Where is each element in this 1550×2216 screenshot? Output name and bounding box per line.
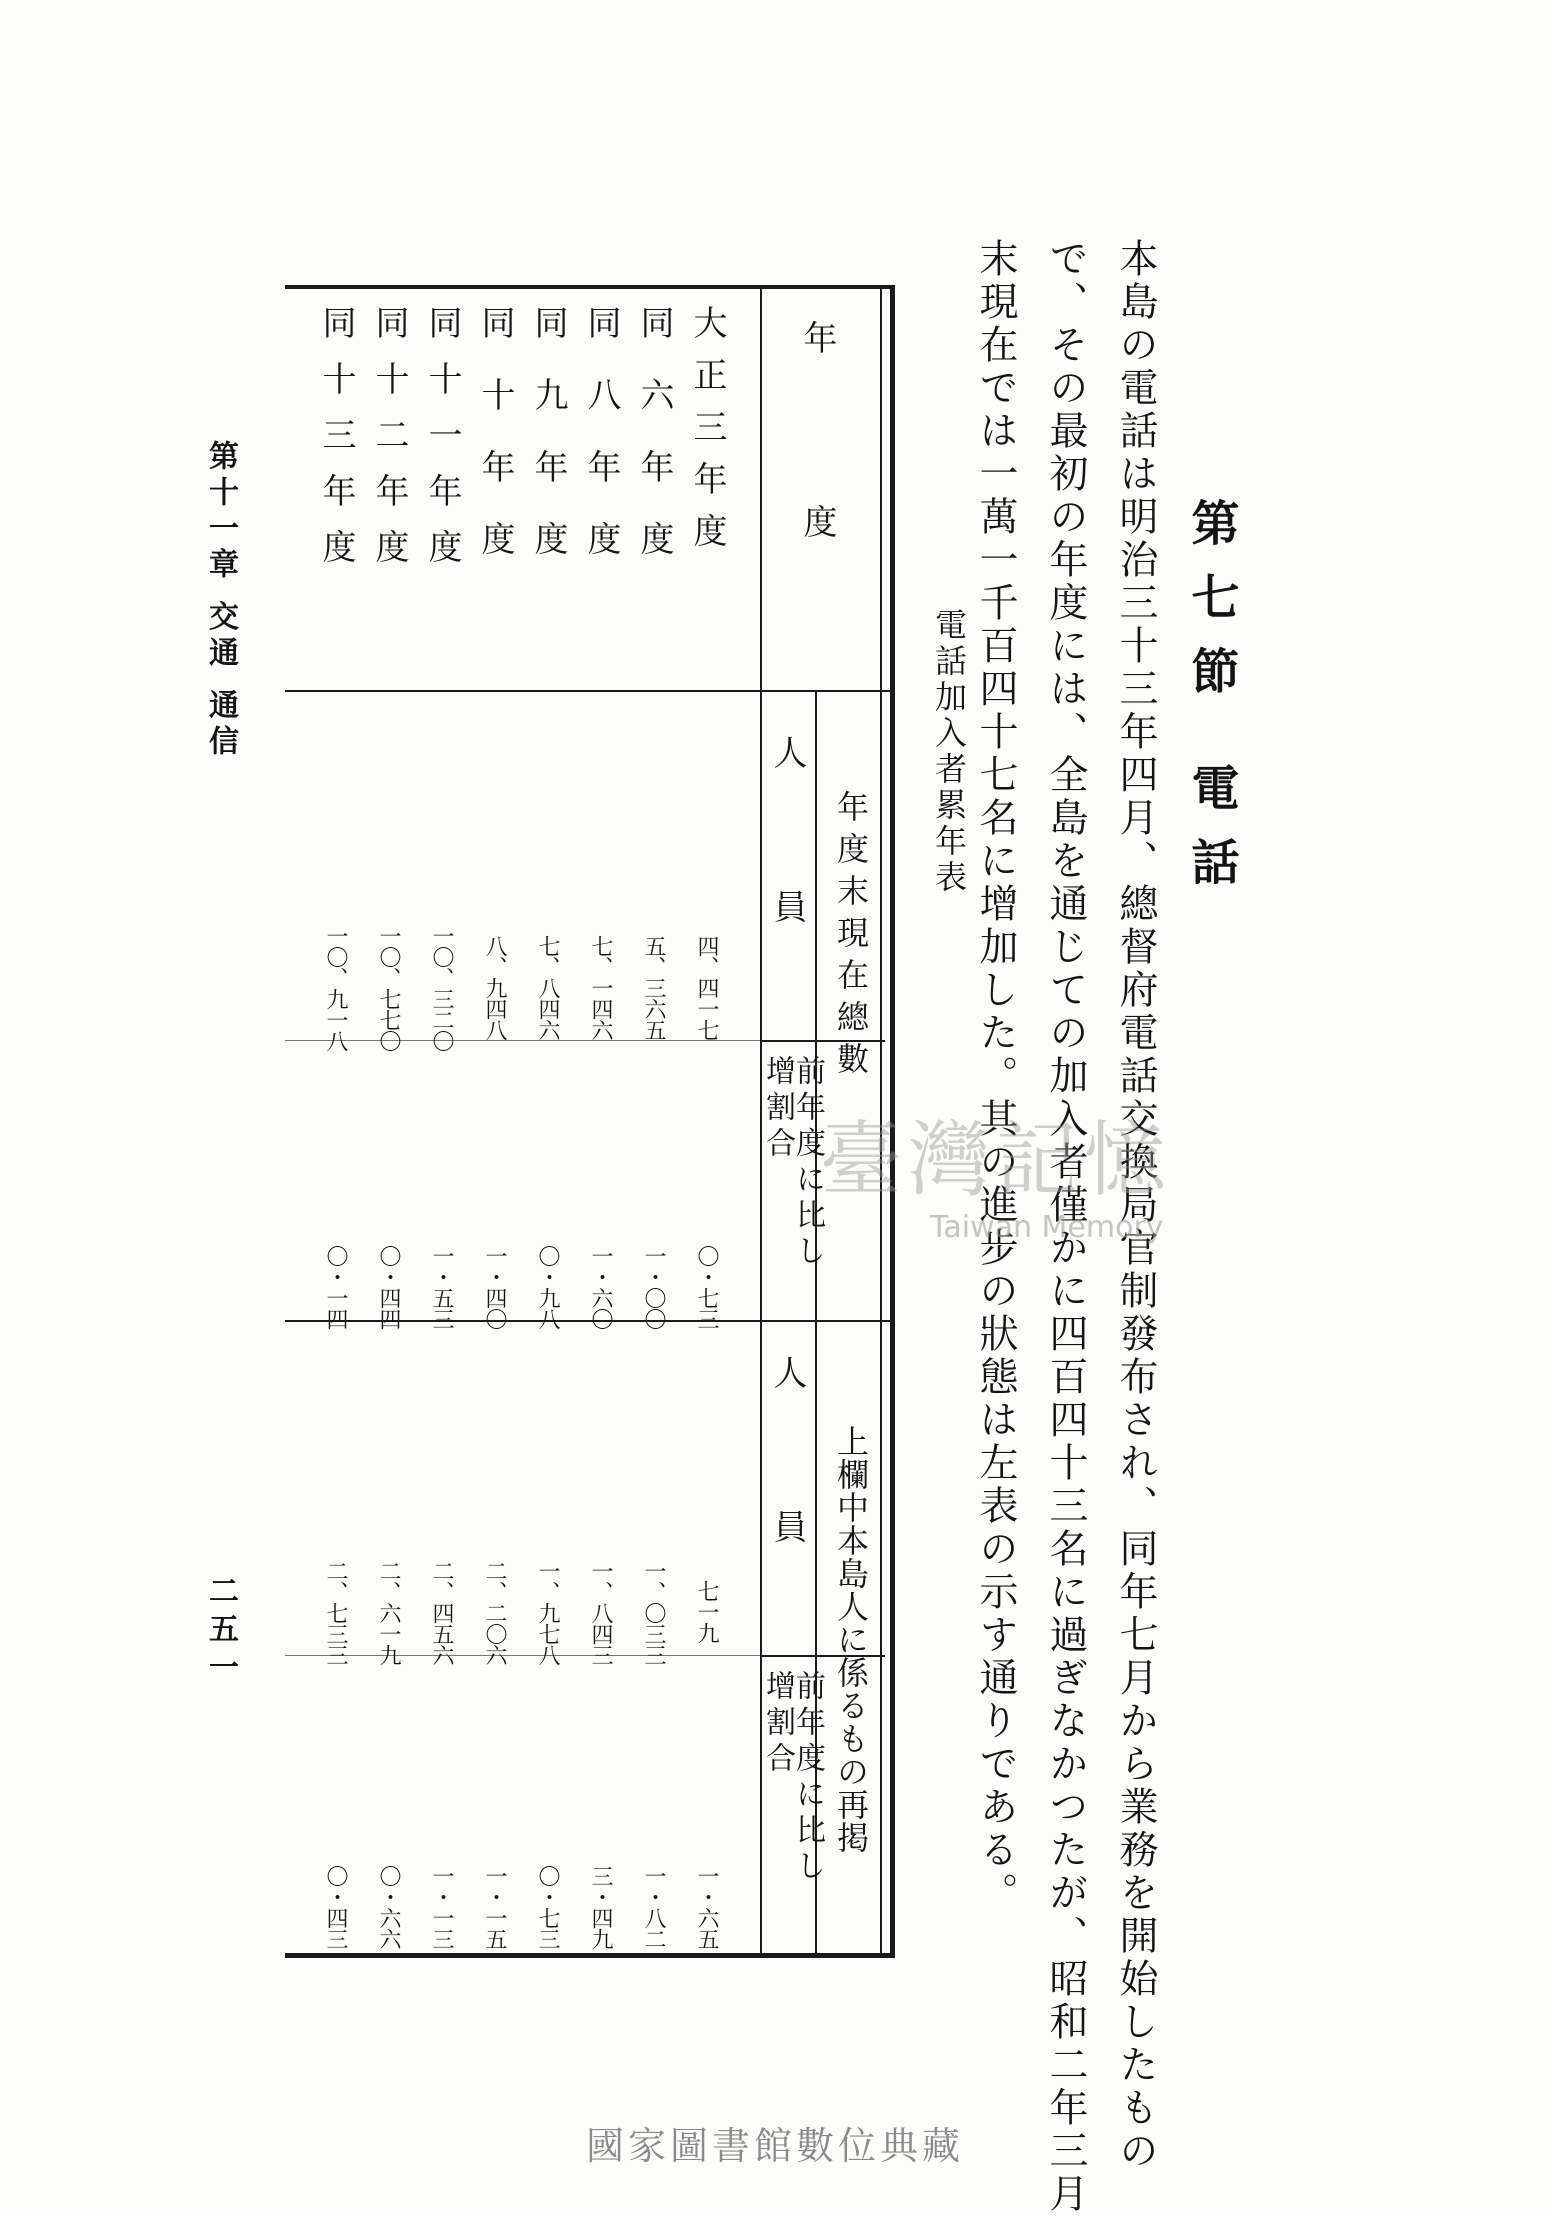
year-row-divider bbox=[285, 690, 890, 692]
group1-title: 年度末現在總數 bbox=[832, 790, 870, 1084]
col-persons-1: 人員 bbox=[767, 735, 807, 1043]
row-native: 七一九 bbox=[694, 1580, 719, 1643]
row-native-ratio: 〇・四三 bbox=[323, 1865, 348, 1949]
row-native-ratio: 〇・六六 bbox=[376, 1865, 401, 1949]
row-year: 同十二年度 bbox=[369, 305, 409, 585]
row-native: 一、〇三三 bbox=[641, 1560, 666, 1665]
col-divider-3 bbox=[285, 1655, 760, 1656]
row-native: 一、九七八 bbox=[535, 1560, 560, 1665]
watermark: 臺灣記憶 bbox=[820, 1113, 1173, 1208]
body-line-2: で、その最初の年度には、全島を通じての加入者僅かに四百四十三名に過ぎなかつたが、昭和二年三月 bbox=[1043, 238, 1088, 2216]
row-native-ratio: 一・一三 bbox=[429, 1865, 454, 1949]
chapter-footer: 第十一章 交通 通信 bbox=[203, 440, 238, 761]
row-native-ratio: 一・一五 bbox=[482, 1865, 507, 1949]
row-total-ratio: 一・〇〇 bbox=[641, 1245, 666, 1329]
row-total-ratio: 〇・四四 bbox=[376, 1245, 401, 1329]
row-year: 大正三年度 bbox=[687, 305, 727, 565]
row-total-ratio: 〇・一四 bbox=[323, 1245, 348, 1329]
page-number: 二五一 bbox=[203, 1575, 238, 1689]
row-year: 同八年度 bbox=[581, 305, 621, 593]
row-year: 同十年度 bbox=[475, 305, 515, 593]
table-bottom-rule bbox=[285, 1953, 895, 1958]
row-total: 五、三六五 bbox=[641, 935, 666, 1040]
row-native: 一、八四三 bbox=[588, 1560, 613, 1665]
row-year: 同十一年度 bbox=[422, 305, 462, 585]
row-total-ratio: 〇・九八 bbox=[535, 1245, 560, 1329]
header-year: 年度 bbox=[797, 320, 837, 688]
row-total: 八、九四八 bbox=[482, 935, 507, 1040]
group2-title: 上欄中本島人に係るもの再掲 bbox=[832, 1425, 870, 1854]
row-native-ratio: 一・八二 bbox=[641, 1865, 666, 1949]
col-ratio-2: 前年度に比し增割合 bbox=[760, 1670, 825, 1886]
section-title: 第七節 電話 bbox=[1183, 498, 1239, 911]
row-total: 四、四一七 bbox=[694, 935, 719, 1040]
row-native: 二、六一九 bbox=[376, 1560, 401, 1665]
row-total: 一〇、七七〇 bbox=[376, 925, 401, 1051]
row-total-ratio: 一・五三 bbox=[429, 1245, 454, 1329]
col-ratio-1: 前年度に比し增割合 bbox=[760, 1055, 825, 1271]
row-native-ratio: 三・四九 bbox=[588, 1865, 613, 1949]
row-year: 同六年度 bbox=[634, 305, 674, 593]
row-year: 同九年度 bbox=[528, 305, 568, 593]
row-native: 二、二〇六 bbox=[482, 1560, 507, 1665]
library-credit: 國家圖書館數位典藏 bbox=[585, 2124, 964, 2168]
row-total: 七、一四六 bbox=[588, 935, 613, 1040]
watermark-subtitle: Taiwan Memory bbox=[930, 1210, 1164, 1245]
col-divider-1 bbox=[285, 1040, 760, 1041]
row-native: 二、四五六 bbox=[429, 1560, 454, 1665]
row-total-ratio: 一・六〇 bbox=[588, 1245, 613, 1329]
row-total: 一〇、三二〇 bbox=[429, 925, 454, 1051]
row-native-ratio: 一・六五 bbox=[694, 1865, 719, 1949]
row-total: 一〇、九一八 bbox=[323, 925, 348, 1051]
row-total-ratio: 〇・七三 bbox=[694, 1245, 719, 1329]
row-year: 同十三年度 bbox=[316, 305, 356, 585]
col-persons-2: 人員 bbox=[767, 1355, 807, 1663]
table-top-rule bbox=[285, 285, 895, 289]
row-native: 二、七三三 bbox=[323, 1560, 348, 1665]
row-total: 七、八四六 bbox=[535, 935, 560, 1040]
body-line-1: 本島の電話は明治三十三年四月、總督府電話交換局官制發布され、同年七月から業務を開始したもの bbox=[1113, 238, 1158, 2173]
row-native-ratio: 〇・七三 bbox=[535, 1865, 560, 1949]
row-total-ratio: 一・四〇 bbox=[482, 1245, 507, 1329]
table-caption: 電話加入者累年表 bbox=[930, 608, 968, 896]
body-line-3: 末現在では一萬一千百四十七名に增加した。其の進步の狀態は左表の示す通りである。 bbox=[973, 238, 1018, 1915]
